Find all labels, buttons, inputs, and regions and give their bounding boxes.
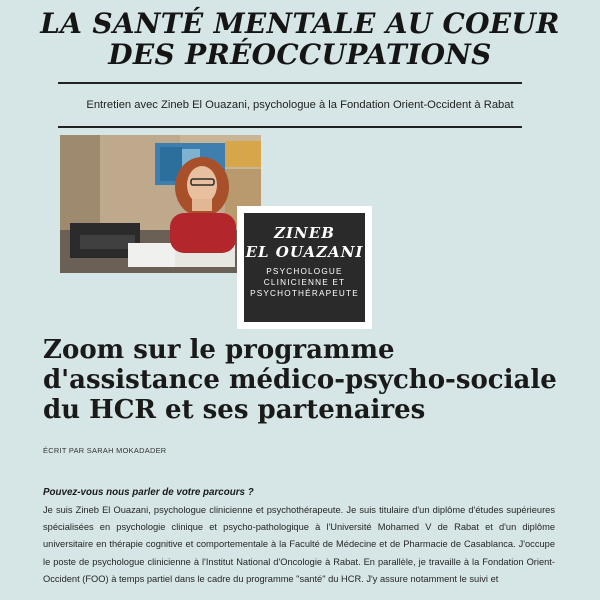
- name-card-name: ZINEB EL OUAZANI: [245, 224, 364, 261]
- top-divider: [58, 82, 522, 84]
- name-card-role: PSYCHOLOGUE CLINICIENNE ET PSYCHOTHÉRAPEUTE: [250, 267, 359, 298]
- interview-subtitle: Entretien avec Zineb El Ouazani, psychologue à la Fondation Orient-Occident à Rabat: [86, 99, 514, 111]
- bottom-divider: [58, 126, 522, 128]
- name-card: [237, 206, 372, 329]
- headline: LA SANTÉ MENTALE AU COEUR DES PRÉOCCUPATIONS: [40, 7, 560, 71]
- interview-question: Pouvez-vous nous parler de votre parcours ?: [43, 487, 254, 498]
- article-body: Je suis Zineb El Ouazani, psychologue clinicienne et psychothérapeute. Je suis titulaire d'un diplôme d'études supérieures spécialisées en psychologie clinique et psycho-pathologique à l'Université Mohamed V de Rabat et d'un diplôme universitaire en thérapie cognitive et comportementale à la Faculté de Médecine et de Pharmacie de Casablanca. J'occupe le poste de psychologue clinicienne à l'Institut National d'Oncologie à Rabat. En parallèle, je travaille à la Fondation Orient-Occident (FOO) à temps partiel dans le cadre du programme "santé" du HCR. J'y assure notamment le suivi et: [43, 505, 555, 584]
- author-byline: ÉCRIT PAR SARAH MOKADADER: [43, 446, 167, 455]
- article-title: Zoom sur le programme d'assistance médico-psycho-sociale du HCR et ses partenaires: [43, 335, 557, 425]
- name-card-panel: [244, 213, 365, 322]
- portrait-photo: [60, 135, 261, 273]
